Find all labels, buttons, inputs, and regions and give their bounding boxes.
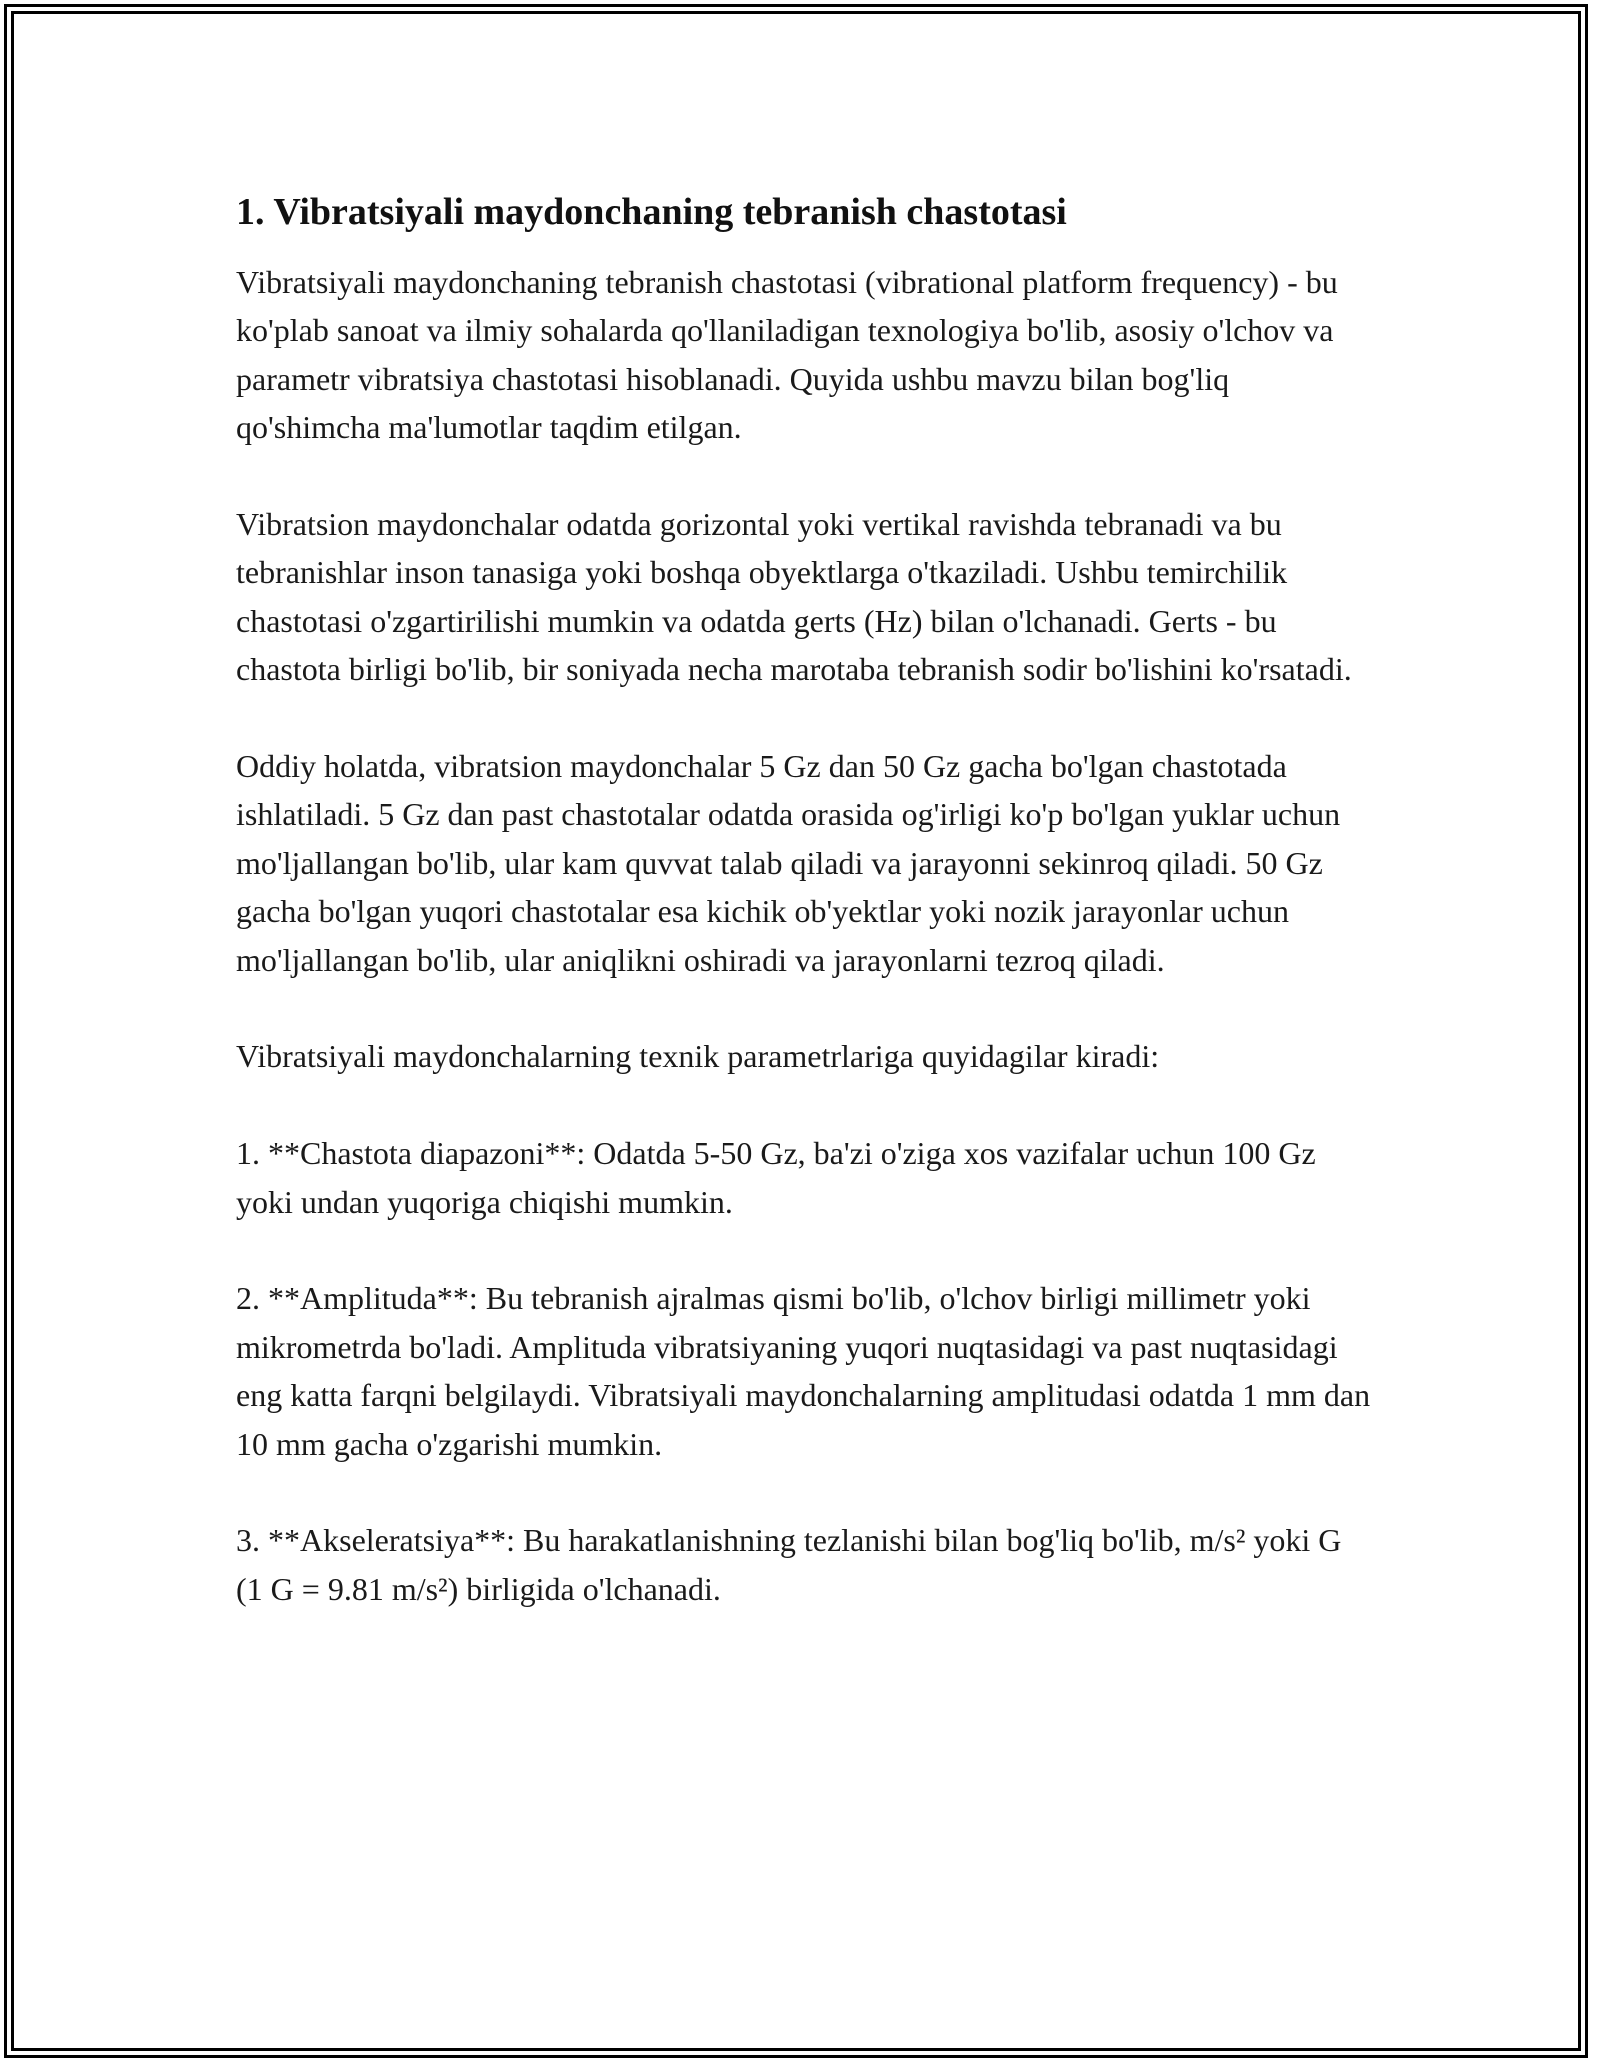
paragraph-frequency-range: Oddiy holatda, vibratsion maydonchalar 5 Gz dan 50 Gz gacha bo'lgan chastotada ishlatiladi. 5 Gz dan past chastotalar odatda orasida og'irligi ko'p bo'lgan yuklar uchun mo'ljallangan bo'lib, ular kam quvvat talab qiladi va jarayonni sekinroq qiladi. 50 Gz gacha bo'lgan yuqori chastotalar esa kichik ob'yektlar yoki nozik jarayonlar uchun mo'ljallangan bo'lib, ular aniqlikni oshiradi va jarayonlarni tezroq qiladi. — [236, 748, 1341, 978]
paragraph-parameters-intro: Vibratsiyali maydonchalarning texnik parametrlariga quyidagilar kiradi: — [236, 1038, 1160, 1075]
paragraph-intro: Vibratsiyali maydonchaning tebranish chastotasi (vibrational platform frequency) - bu ko'plab sanoat va ilmiy sohalarda qo'llaniladigan texnologiya bo'lib, asosiy o'lchov va parametr vibratsiya chastotasi hisoblanadi. Quyida ushbu mavzu bilan bog'liq qo'shimcha ma'lumotlar taqdim etilgan. — [236, 264, 1338, 446]
document-title: 1. Vibratsiyali maydonchaning tebranish chastotasi — [236, 191, 1067, 233]
list-item-amplitude: 2. **Amplituda**: Bu tebranish ajralmas qismi bo'lib, o'lchov birligi millimetr yoki mikrometrda bo'ladi. Amplituda vibratsiyaning yuqori nuqtasidagi va past nuqtasidagi eng katta farqni belgilaydi. Vibratsiyali maydonchalarning amplitudasi odatda 1 mm dan 10 mm gacha o'zgarishi mumkin. — [236, 1280, 1371, 1462]
paragraph-oscillation: Vibratsion maydonchalar odatda gorizontal yoki vertikal ravishda tebranadi va bu tebranishlar inson tanasiga yoki boshqa obyektlarga o'tkaziladi. Ushbu temirchilik chastotasi o'zgartirilishi mumkin va odatda gerts (Hz) bilan o'lchanadi. Gerts - bu chastota birligi bo'lib, bir soniyada necha marotaba tebranish sodir bo'lishini ko'rsatadi. — [236, 506, 1352, 688]
document-body — [236, 188, 1376, 1662]
list-item-frequency: 1. **Chastota diapazoni**: Odatda 5-50 Gz, ba'zi o'ziga xos vazifalar uchun 100 Gz yoki undan yuqoriga chiqishi mumkin. — [236, 1135, 1316, 1220]
list-item-acceleration: 3. **Akseleratsiya**: Bu harakatlanishning tezlanishi bilan bog'liq bo'lib, m/s² yoki G (1 G = 9.81 m/s²) birligida o'lchanadi. — [236, 1522, 1342, 1607]
